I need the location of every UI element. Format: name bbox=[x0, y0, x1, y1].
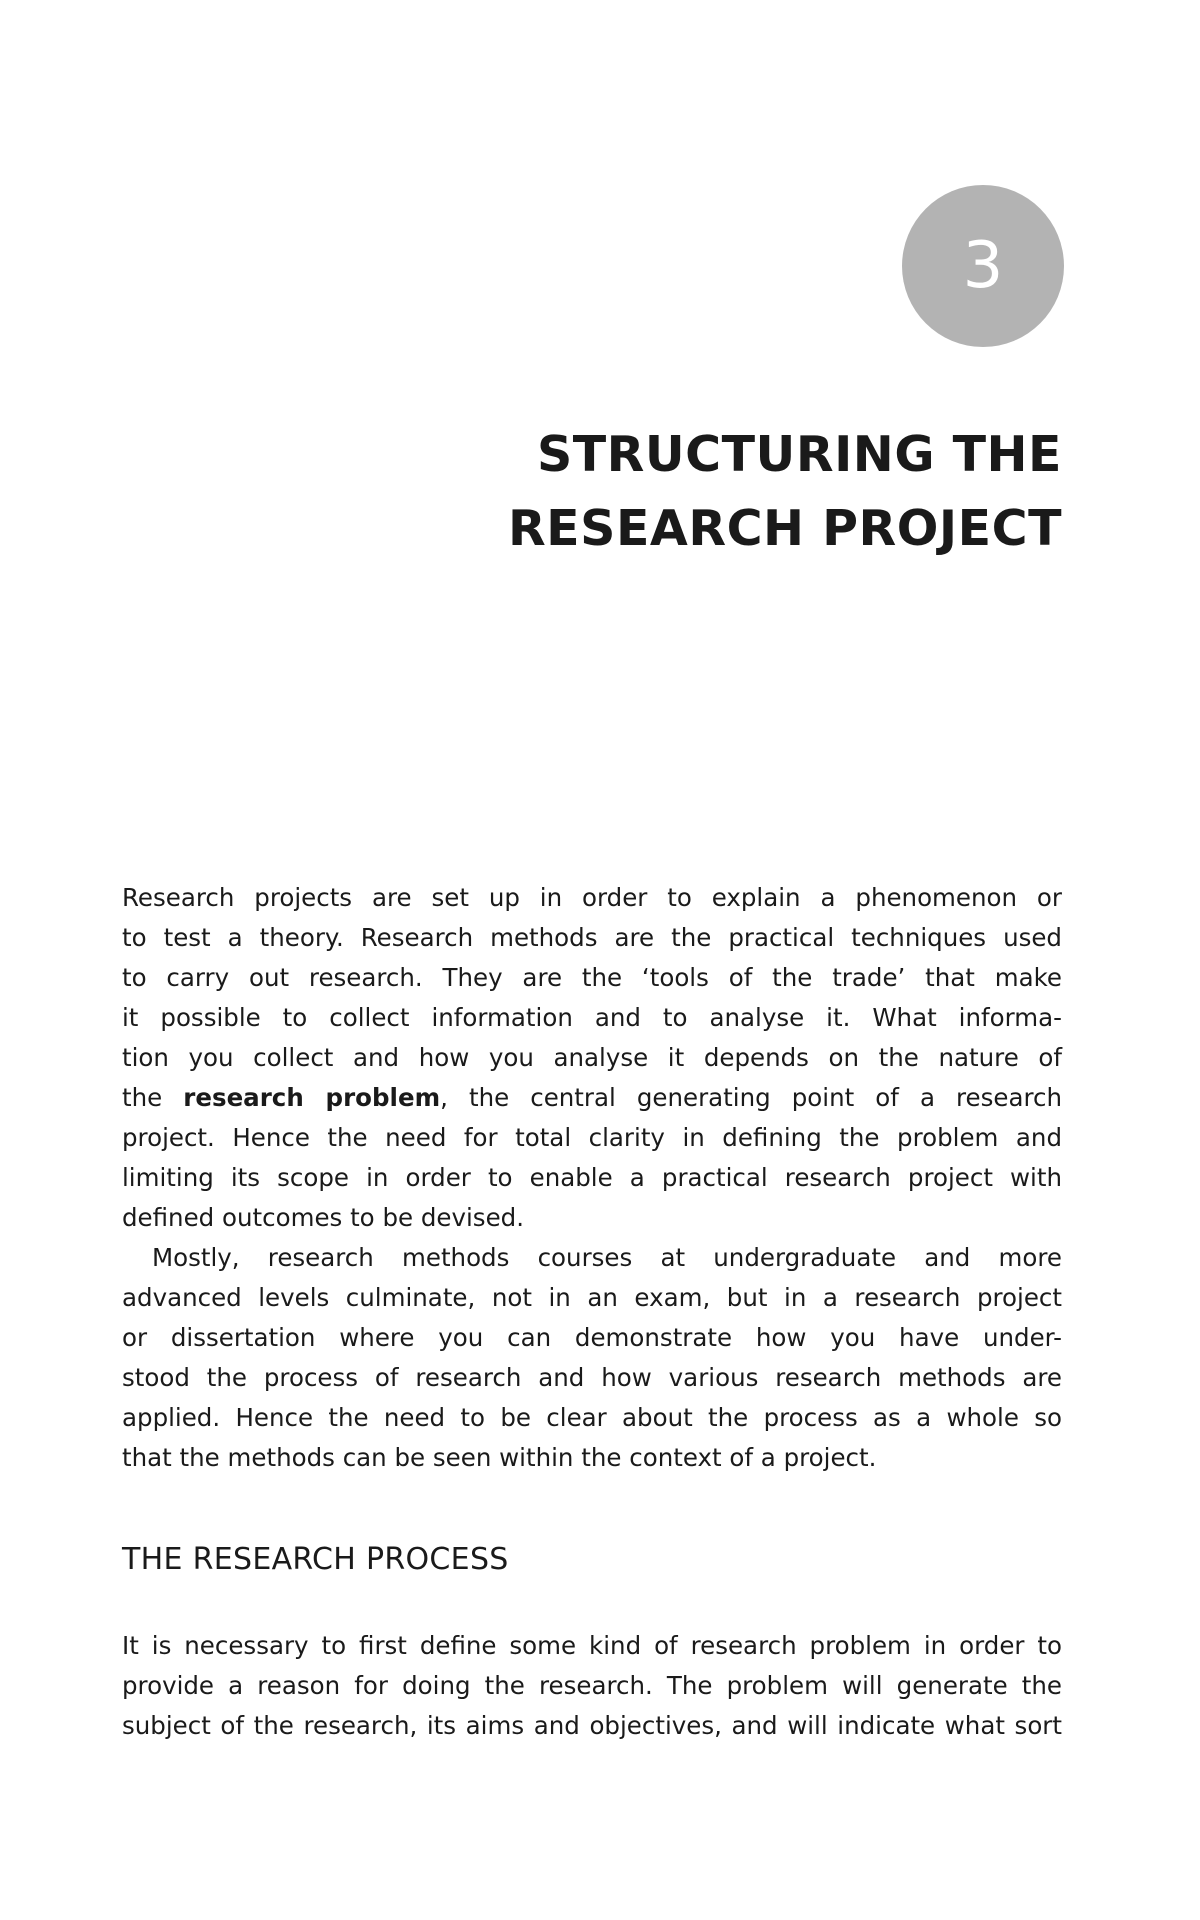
text-fragment: , the central generating point of a research bbox=[440, 1083, 1063, 1112]
chapter-title bbox=[508, 418, 1062, 566]
intro-paragraph-1 bbox=[122, 878, 1062, 1238]
text-line: It is necessary to first define some kind of research problem in order to bbox=[122, 1631, 1062, 1660]
chapter-title-line-2: RESEARCH PROJECT bbox=[507, 500, 1062, 557]
text-line: defined outcomes to be devised. bbox=[122, 1203, 524, 1232]
intro-paragraph-2 bbox=[122, 1238, 1062, 1478]
chapter-number-badge bbox=[902, 185, 1064, 347]
text-line: it possible to collect information and to analyse it. What informa- bbox=[122, 1003, 1062, 1032]
text-line: advanced levels culminate, not in an exam, but in a research project bbox=[122, 1283, 1062, 1312]
text-line: limiting its scope in order to enable a practical research project with bbox=[122, 1163, 1062, 1192]
key-term-research-problem: research problem bbox=[183, 1083, 441, 1112]
text-line: to test a theory. Research methods are the practical techniques used bbox=[122, 923, 1062, 952]
text-line: provide a reason for doing the research. The problem will generate the bbox=[122, 1671, 1062, 1700]
text-line: tion you collect and how you analyse it depends on the nature of bbox=[122, 1043, 1062, 1072]
intro-text bbox=[122, 878, 1062, 1478]
text-line: subject of the research, its aims and objectives, and will indicate what sort bbox=[122, 1711, 1062, 1740]
text-line: that the methods can be seen within the context of a project. bbox=[122, 1443, 877, 1472]
chapter-number: 3 bbox=[962, 229, 1004, 303]
text-line: Mostly, research methods courses at undergraduate and more bbox=[152, 1243, 1062, 1272]
text-line: project. Hence the need for total clarity in defining the problem and bbox=[122, 1123, 1062, 1152]
text-line: or dissertation where you can demonstrate how you have under- bbox=[122, 1323, 1062, 1352]
chapter-title-line-1: STRUCTURING THE bbox=[536, 426, 1062, 483]
text-fragment: the bbox=[122, 1083, 184, 1112]
text-line: Research projects are set up in order to explain a phenomenon or bbox=[122, 883, 1062, 912]
text-line bbox=[122, 1078, 1062, 1118]
section-paragraph-1 bbox=[122, 1626, 1062, 1746]
section-heading: THE RESEARCH PROCESS bbox=[122, 1542, 509, 1577]
text-line: stood the process of research and how various research methods are bbox=[122, 1363, 1062, 1392]
text-line: to carry out research. They are the ‘tools of the trade’ that make bbox=[122, 963, 1062, 992]
text-line: applied. Hence the need to be clear about the process as a whole so bbox=[122, 1403, 1062, 1432]
